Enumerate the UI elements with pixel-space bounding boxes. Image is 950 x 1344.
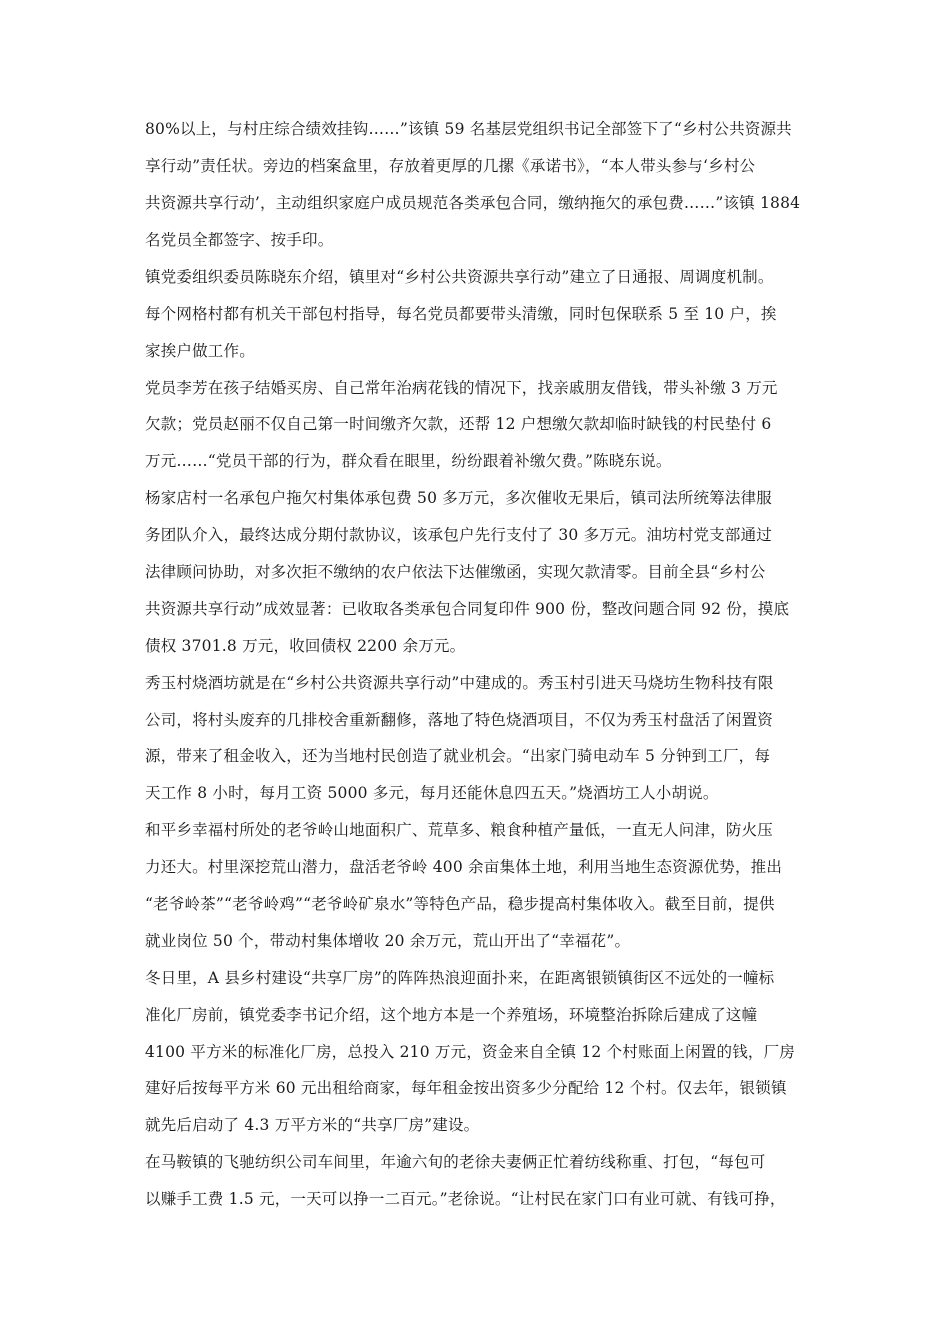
text-line: 法律顾问协助，对多次拒不缴纳的农户依法下达催缴函，实现欠款清零。目前全县“乡村公 <box>145 563 766 581</box>
text-line: 天工作 8 小时，每月工资 5000 多元，每月还能休息四五天。”烧酒坊工人小胡说。 <box>145 784 719 802</box>
text-line: 准化厂房前，镇党委李书记介绍，这个地方本是一个养殖场，环境整治拆除后建成了这幢 <box>145 1006 758 1024</box>
text-line: 镇党委组织委员陈晓东介绍，镇里对“乡村公共资源共享行动”建立了日通报、周调度机制。 <box>145 268 774 286</box>
text-line: 每个网格村都有机关干部包村指导，每名党员都要带头清缴，同时包保联系 5 至 10 户，挨 <box>145 305 777 323</box>
text-line: 债权 3701.8 万元，收回债权 2200 余万元。 <box>145 637 466 655</box>
text-line: 在马鞍镇的飞驰纺织公司车间里，年逾六旬的老徐夫妻俩正忙着纺线称重、打包，“每包可 <box>145 1153 766 1171</box>
text-line: “老爷岭茶”“老爷岭鸡”“老爷岭矿泉水”等特色产品，稳步提高村集体收入。截至目前，提供 <box>145 895 775 913</box>
text-line: 4100 平方米的标准化厂房，总投入 210 万元，资金来自全镇 12 个村账面上闲置的钱，厂房 <box>145 1043 795 1061</box>
text-line: 就先后启动了 4.3 万平方米的“共享厂房”建设。 <box>145 1116 480 1134</box>
text-line: 杨家店村一名承包户拖欠村集体承包费 50 多万元，多次催收无果后，镇司法所统筹法律服 <box>145 489 772 507</box>
text-line: 家挨户做工作。 <box>145 342 255 360</box>
text-line: 万元……“党员干部的行为，群众看在眼里，纷纷跟着补缴欠费。”陈晓东说。 <box>145 452 672 470</box>
text-line: 名党员全都签字、按手印。 <box>145 231 334 249</box>
text-line: 欠款；党员赵丽不仅自己第一时间缴齐欠款，还帮 12 户想缴欠款却临时缺钱的村民垫付 6 <box>145 415 772 433</box>
text-line: 公司，将村头废弃的几排校舍重新翻修，落地了特色烧酒项目，不仅为秀玉村盘活了闲置资 <box>145 711 774 729</box>
text-line: 享行动”责任状。旁边的档案盒里，存放着更厚的几摞《承诺书》，“本人带头参与‘乡村公 <box>145 157 756 175</box>
text-line: 务团队介入，最终达成分期付款协议，该承包户先行支付了 30 多万元。油坊村党支部通过 <box>145 526 772 544</box>
text-line: 就业岗位 50 个，带动村集体增收 20 余万元，荒山开出了“幸福花”。 <box>145 932 631 950</box>
text-line: 和平乡幸福村所处的老爷岭山地面积广、荒草多、粮食种植产量低，一直无人问津，防火压 <box>145 821 774 839</box>
text-line: 力还大。村里深挖荒山潜力，盘活老爷岭 400 余亩集体土地，利用当地生态资源优势，推出 <box>145 858 783 876</box>
text-line: 共资源共享行动’，主动组织家庭户成员规范各类承包合同，缴纳拖欠的承包费……”该镇 1884 <box>145 194 801 212</box>
text-line: 秀玉村烧酒坊就是在“乡村公共资源共享行动”中建成的。秀玉村引进天马烧坊生物科技有限 <box>145 674 774 692</box>
text-line: 建好后按每平方米 60 元出租给商家，每年租金按出资多少分配给 12 个村。仅去年，银锁镇 <box>145 1079 787 1097</box>
text-line: 党员李芳在孩子结婚买房、自己常年治病花钱的情况下，找亲戚朋友借钱，带头补缴 3 万元 <box>145 379 778 397</box>
text-line: 共资源共享行动”成效显著：已收取各类承包合同复印件 900 份，整改问题合同 92 份，摸底 <box>145 600 790 618</box>
text-line: 以赚手工费 1.5 元，一天可以挣一二百元。”老徐说。“让村民在家门口有业可就、有钱可挣， <box>145 1190 786 1208</box>
text-line: 80%以上，与村庄综合绩效挂钩……”该镇 59 名基层党组织书记全部签下了“乡村公共资源共 <box>145 120 792 138</box>
text-line: 冬日里，A 县乡村建设“共享厂房”的阵阵热浪迎面扑来，在距离银锁镇街区不远处的一幢标 <box>145 969 775 987</box>
text-line: 源，带来了租金收入，还为当地村民创造了就业机会。“出家门骑电动车 5 分钟到工厂，每 <box>145 747 771 765</box>
